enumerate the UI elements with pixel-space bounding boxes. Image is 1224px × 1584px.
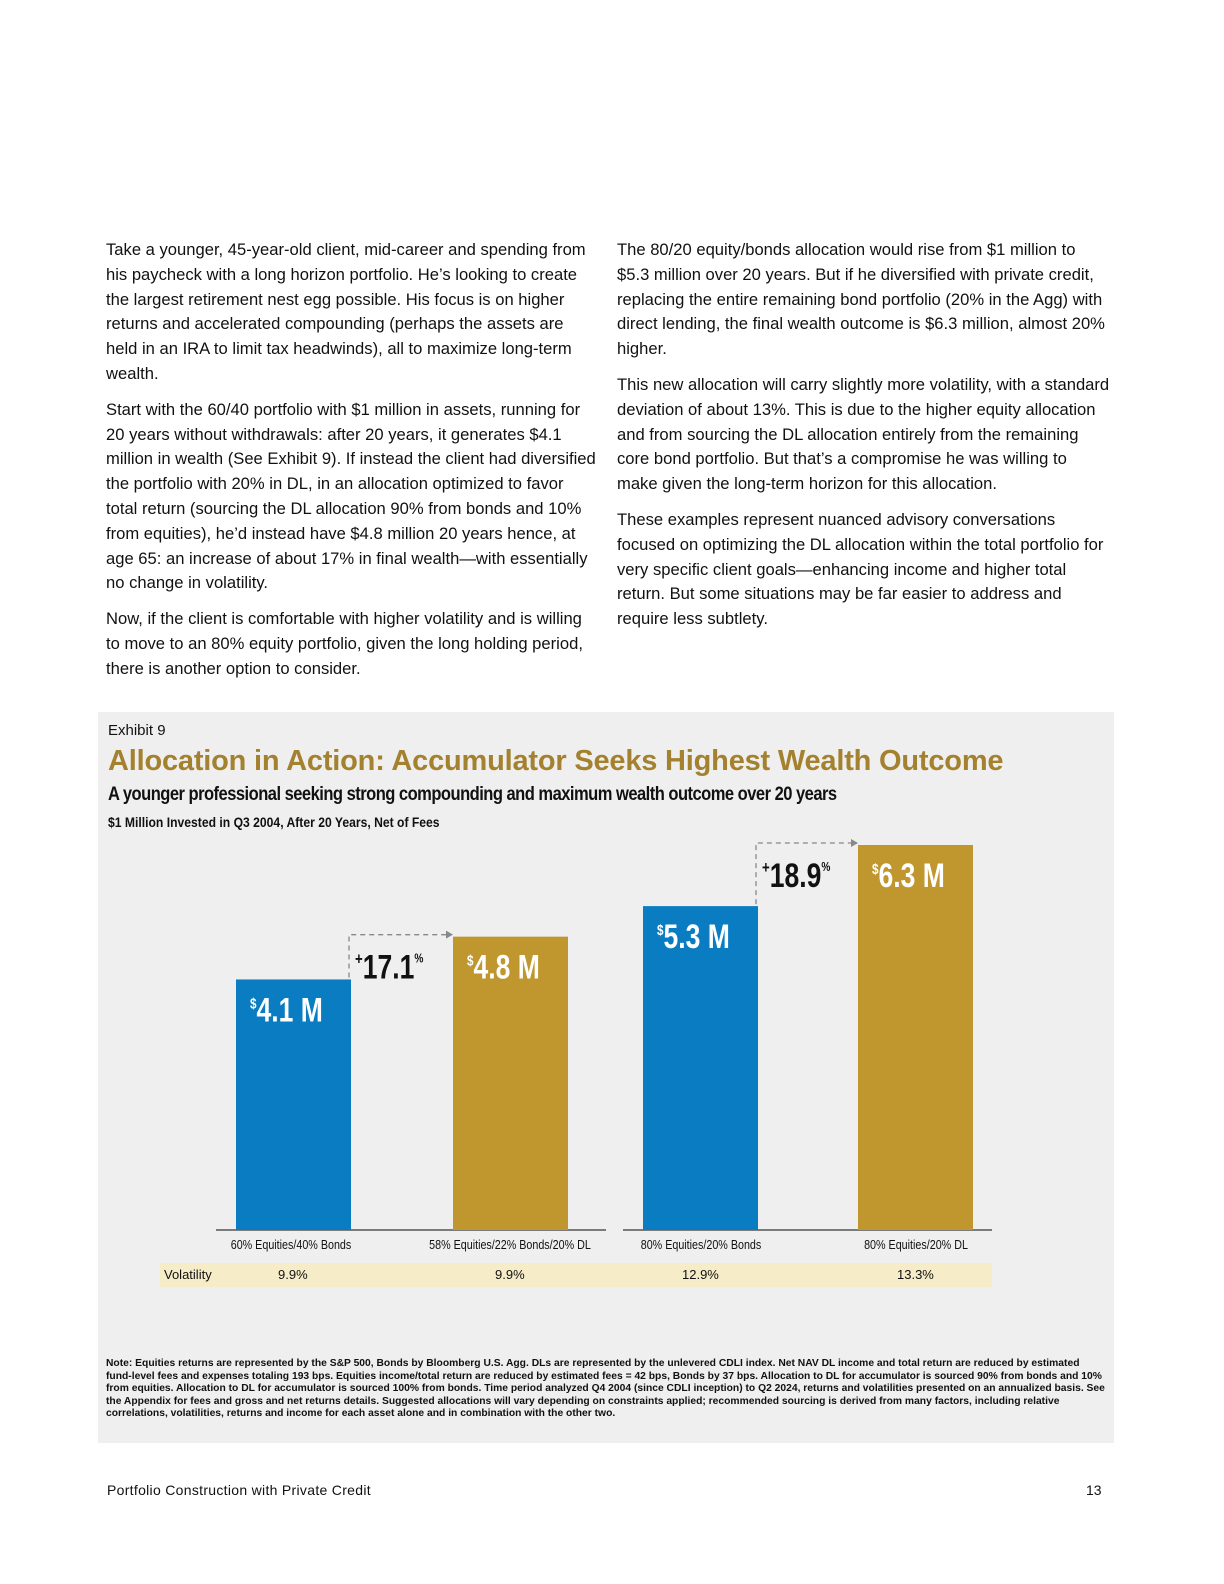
volatility-label: Volatility: [164, 1267, 212, 1282]
category-label: 60% Equities/40% Bonds: [230, 1238, 352, 1253]
volatility-value: 9.9%: [495, 1267, 525, 1282]
volatility-row: [160, 1263, 992, 1287]
body-column-left: [106, 238, 598, 693]
delta-label: +17.1%: [355, 948, 424, 987]
delta-arrowhead: [446, 931, 453, 939]
bar-value-label: $5.3 M: [657, 918, 730, 956]
paragraph: These examples represent nuanced advisory conversations focused on optimizing the DL allocation within the total portfolio for very specific client goals—enhancing income and higher total return. But some situations may be far easier to address and require less subtlety.: [617, 509, 1104, 629]
exhibit-caption: $1 Million Invested in Q3 2004, After 20 Years, Net of Fees: [108, 815, 440, 830]
body-column-right: [617, 238, 1111, 643]
bar-value-label: $6.3 M: [871, 856, 945, 895]
volatility-value: 13.3%: [897, 1267, 934, 1282]
category-label: 80% Equities/20% Bonds: [640, 1238, 762, 1253]
chart-bar: [858, 845, 973, 1230]
exhibit-title: Allocation in Action: Accumulator Seeks Highest Wealth Outcome: [108, 745, 1004, 777]
exhibit-subtitle: A younger professional seeking strong compounding and maximum wealth outcome over 20 years: [108, 784, 837, 805]
delta-arrowhead: [851, 839, 858, 847]
delta-label: +18.9%: [762, 856, 831, 895]
exhibit-label: Exhibit 9: [108, 722, 166, 739]
exhibit-note: Note: Equities returns are represented by the S&P 500, Bonds by Bloomberg U.S. Agg. DLs are represented by the unlevered CDLI index. Net NAV DL income and total return are reduced by estimated fund-level fees and expenses totaling 193 bps. Equities income/total return are reduced by estimated fees = 42 bps, Bonds by 37 bps. Allocation to DL for accumulator is sourced 90% from bonds and 10% from equities. Allocation to DL for accumulator is sourced 100% from bonds. Time period analyzed Q4 2004 (since CDLI inception) to Q2 2024, returns and volatilities presented on an annualized basis. See the Appendix for fees and gross and net returns details. Suggested allocations will vary depending on constraints applied; recommended sourcing is derived from many factors, including relative correlations, volatilities, returns and income for each asset alone and in combination with the other two.: [106, 1358, 1105, 1420]
bar-chart: [98, 712, 1114, 1272]
footer-title: Portfolio Construction with Private Credit: [107, 1482, 371, 1498]
paragraph: Now, if the client is comfortable with higher volatility and is willing to move to an 80% equity portfolio, given the long holding period, there is another option to consider.: [106, 609, 583, 678]
volatility-value: 9.9%: [278, 1267, 308, 1282]
paragraph: Start with the 60/40 portfolio with $1 million in assets, running for 20 years without withdrawals: after 20 years, it generates $4.1 million in wealth (See Exhibit 9). If instead the client had diversified the portfolio with 20% in DL, in an allocation optimized to favor total return (sourcing the DL allocation 90% from bonds and 10% from equities), he’d instead have $4.8 million 20 years hence, at age 65: an increase of about 17% in final wealth—with essentially no change in volatility.: [106, 399, 596, 593]
exhibit-panel: [98, 712, 1114, 1443]
bar-value-label: $4.1 M: [250, 991, 323, 1030]
page-number: 13: [1086, 1482, 1102, 1498]
paragraph: The 80/20 equity/bonds allocation would rise from $1 million to $5.3 million over 20 years. But if he diversified with private credit, replacing the entire remaining bond portfolio (20% in the Agg) with direct lending, the final wealth outcome is $6.3 million, almost 20% higher.: [617, 240, 1105, 359]
volatility-value: 12.9%: [682, 1267, 719, 1282]
paragraph: Take a younger, 45-year-old client, mid-career and spending from his paycheck with a long horizon portfolio. He’s looking to create the largest retirement nest egg possible. His focus is on higher returns and accelerated compounding (perhaps the assets are held in an IRA to limit tax headwinds), all to maximize long-term wealth.: [106, 240, 586, 383]
bar-value-label: $4.8 M: [467, 948, 540, 987]
paragraph: This new allocation will carry slightly more volatility, with a standard deviation of about 13%. This is due to the higher equity allocation and from sourcing the DL allocation entirely from the remaining core bond portfolio. But that’s a compromise he was willing to make given the long-term horizon for this allocation.: [617, 374, 1110, 494]
category-label: 58% Equities/22% Bonds/20% DL: [429, 1238, 591, 1253]
category-label: 80% Equities/20% DL: [864, 1238, 968, 1253]
